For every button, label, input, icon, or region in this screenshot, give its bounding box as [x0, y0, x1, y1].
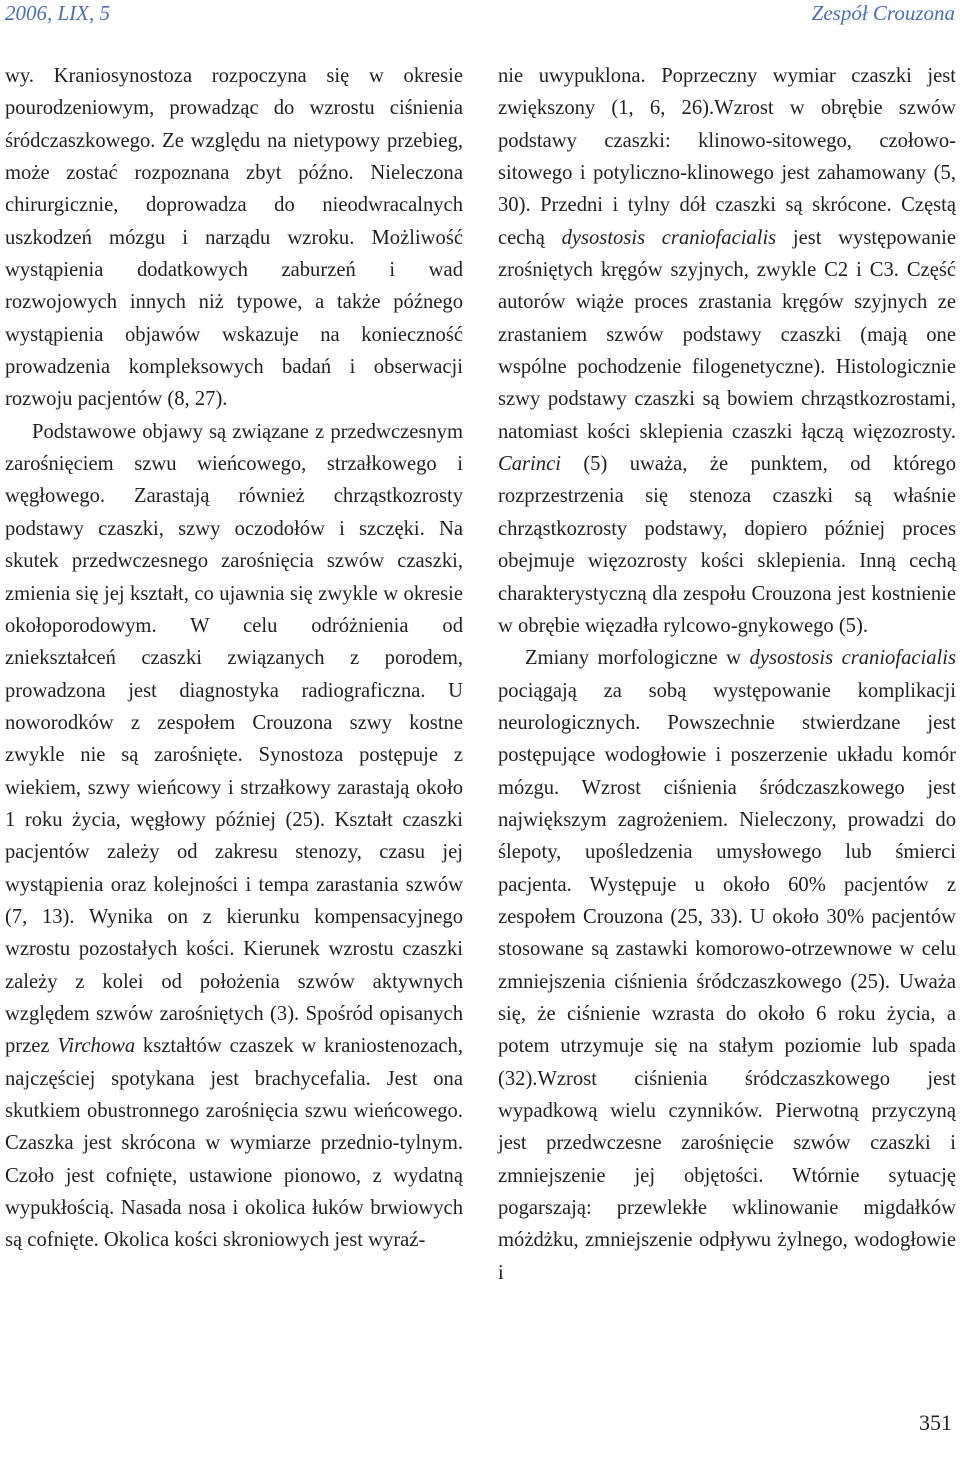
text-run: wy. Kraniosynostoza rozpoczyna się w okresie pourodzeniowym, prowadząc do wzrostu ciśnienia śródczaszkowego. Ze względu na nietypowy przebieg, może zostać rozpoznana zbyt późno. Nieleczona chirurgicznie, doprowadza do nieodwracalnych uszkodzeń mózgu i narządu wzroku. Możliwość wystąpienia dodatkowych zaburzeń i wad rozwojowych innych niż typowe, a także późnego wystąpienia objawów wskazuje na konieczność prowadzenia kompleksowych badań i obserwacji rozwoju pacjentów (8, 27).	[5, 65, 463, 411]
running-title: Zespół Crouzona	[811, 1, 955, 25]
italic-term: dysostosis craniofacialis	[749, 647, 956, 670]
text-run: pociągają za sobą występowanie komplikacji neurologicznych. Powszechnie stwierdzane jest postępujące wodogłowie i poszerzenie układu komór mózgu. Wzrost ciśnienia śródczaszkowego jest największym zagrożeniem. Nieleczony, prowadzi do ślepoty, upośledzenia umysłowego lub śmierci pacjenta. Występuje u około 60% pacjentów z zespołem Crouzona (25, 33). U około 30% pacjentów stosowane są zastawki komorowo-otrzewnowe w celu zmniejszenia ciśnienia śródczaszkowego (25). Uważa się, że ciśnienie wzrasta do około 6 roku życia, a potem utrzymuje się na stałym poziomie lub spada (32).Wzrost ciśnienia śródczaszkowego jest wypadkową wielu czynników. Pierwotną przyczyną jest przedwczesne zarośnięcie szwów czaszki i zmniejszenie jej objętości. Wtórnie sytuację pogarszają: przewlekłe wklinowanie migdałków móżdżku, zmniejszenie odpływu żylnego, wodogłowie i	[498, 679, 956, 1284]
text-run: Zmiany morfologiczne w	[525, 647, 750, 670]
page-number: 351	[919, 1410, 952, 1435]
running-header	[0, 0, 960, 30]
text-run: jest występowanie zrośniętych kręgów szyjnych, zwykle C2 i C3. Część autorów wiąże proces zrastania kręgów szyjnych ze zrastaniem szwów podstawy czaszki (mają one wspólne pochodzenie filogenetyczne). Histologicznie szwy podstawy czaszki są bowiem chrząstkozrostami, natomiast kości sklepienia czaszki łączą więzozrosty.	[498, 226, 956, 443]
text-column-left	[5, 60, 463, 1257]
paragraph	[498, 642, 956, 1289]
italic-name: Virchowa	[57, 1035, 136, 1058]
text-run: kształtów czaszek w kraniostenozach, najczęściej spotykana jest brachycefalia. Jest ona skutkiem obustronnego zarośnięcia szwu wieńcowego. Czaszka jest skrócona w wymiarze przednio-tylnym. Czoło jest cofnięte, ustawione pionowo, z wydatną wypukłością. Nasada nosa i okolica łuków brwiowych są cofnięte. Okolica kości skroniowych jest wyraź-	[5, 1035, 463, 1252]
paragraph	[5, 416, 463, 1257]
text-run: Podstawowe objawy są związane z przedwczesnym zarośnięciem szwu wieńcowego, strzałkowego i węgłowego. Zarastają również chrząstkozrosty podstawy czaszki, szwy oczodołów i szczęki. Na skutek przedwczesnego zarośnięcia szwów czaszki, zmienia się jej kształt, co ujawnia się zwykle w okresie okołoporodowym. W celu odróżnienia od zniekształceń czaszki związanych z porodem, prowadzona jest diagnostyka radiograficzna. U noworodków z zespołem Crouzona szwy kostne zwykle nie są zarośnięte. Synostoza postępuje z wiekiem, szwy wieńcowy i strzałkowy zarastają około 1 roku życia, węgłowy później (25). Kształt czaszki pacjentów zależy od zakresu stenozy, czasu jej wystąpienia oraz kolejności i tempa zarastania szwów (7, 13). Wynika on z kierunku kompensacyjnego wzrostu pozostałych kości. Kierunek wzrostu czaszki zależy z kolei od położenia szwów aktywnych względem szwów zarośniętych (3). Spośród opisanych przez	[5, 420, 463, 1058]
italic-name: Carinci	[498, 453, 561, 476]
paragraph	[498, 60, 956, 642]
paragraph	[5, 60, 463, 416]
text-run: nie uwypuklona. Poprzeczny wymiar czaszki jest zwiększony (1, 6, 26).Wzrost w obrębie szwów podstawy czaszki: klinowo-sitowego, czołowo-sitowego i potyliczno-klinowego jest zahamowany (5, 30). Przedni i tylny dół czaszki są skrócone. Częstą cechą	[498, 65, 956, 249]
journal-volume: 2006, LIX, 5	[5, 1, 110, 25]
text-column-right	[498, 60, 956, 1289]
text-run: (5) uważa, że punktem, od którego rozprzestrzenia się stenoza czaszki są właśnie chrząstkozrosty podstawy, dopiero później proces obejmuje więzozrosty kości sklepienia. Inną cechą charakterystyczną dla zespołu Crouzona jest kostnienie w obrębie więzadła rylcowo-gnykowego (5).	[498, 453, 956, 637]
italic-term: dysostosis craniofacialis	[561, 226, 777, 249]
